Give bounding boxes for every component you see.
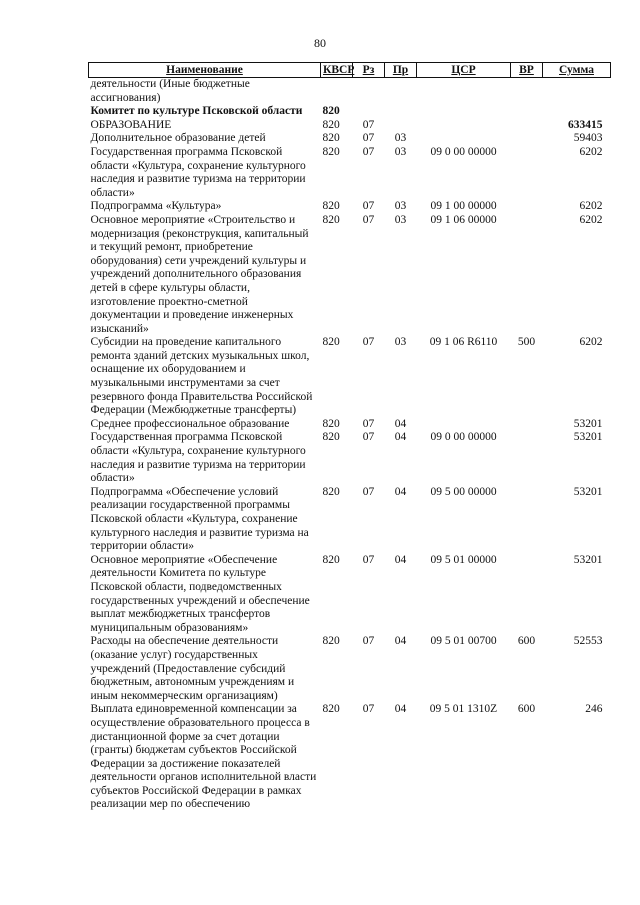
cell-vr [511,554,543,636]
table-row [89,486,611,554]
cell-sum: 6202 [579,336,603,349]
cell-vr [511,431,543,485]
cell-kvsr: 820 [322,200,340,213]
cell-name: Субсидии на проведение капитального ремонта зданий детских музыкальных школ, оснащение их оборудованием и музыкальными инструментами за счет резервного фонда Правительства Российской Федерации (Межбюджетные трансферты) [90,336,313,417]
cell-name: Подпрограмма «Культура» [90,200,222,213]
cell-vr [511,105,543,119]
cell-kvsr: 820 [322,635,340,648]
table-row [89,132,611,146]
cell-csr: 09 1 00 00000 [430,200,497,213]
cell-pr [385,78,417,106]
cell-csr [417,78,511,106]
table-row [89,703,611,812]
cell-kvsr: 820 [322,118,340,131]
cell-csr: 09 5 00 00000 [430,485,497,498]
cell-sum: 53201 [573,553,603,566]
budget-table [88,62,611,812]
cell-name: ОБРАЗОВАНИЕ [90,118,172,131]
cell-rz: 07 [362,485,375,498]
header-vr: ВР [511,63,543,78]
cell-name: Расходы на обеспечение деятельности (оказание услуг) государственных учреждений (Предоставление субсидий бюджетным, автономным учреждениям и иным некоммерческим организациям) [90,635,295,702]
cell-kvsr: 820 [322,336,340,349]
cell-kvsr: 820 [322,553,340,566]
table-row [89,78,611,106]
header-rz: Рз [353,63,385,78]
header-csr: ЦСР [417,63,511,78]
cell-vr [511,418,543,432]
cell-vr [511,132,543,146]
cell-csr: 09 1 06 00000 [430,213,497,226]
cell-rz: 07 [362,200,375,213]
cell-rz: 07 [362,431,375,444]
table-row [89,119,611,133]
cell-sum: 6202 [579,145,603,158]
cell-rz [353,78,385,106]
table-header-row [89,63,611,78]
cell-pr: 04 [394,485,407,498]
cell-csr [417,418,511,432]
cell-vr [511,78,543,106]
cell-sum: 53201 [573,417,603,430]
cell-csr: 09 5 01 00000 [430,553,497,566]
cell-name: Государственная программа Псковской области «Культура, сохранение культурного наследия и развитие туризма на территории области» [90,431,306,485]
cell-kvsr: 820 [322,417,340,430]
table-row [89,336,611,418]
cell-pr: 03 [394,145,407,158]
cell-vr [511,146,543,200]
table-row [89,214,611,336]
cell-vr [511,486,543,554]
cell-rz: 07 [362,635,375,648]
cell-sum: 53201 [573,431,603,444]
header-sum: Сумма [543,63,611,78]
cell-rz [353,105,385,119]
cell-name: Выплата единовременной компенсации за осуществление образовательного процесса в дистанционной форме за счет дотации (гранты) бюджетам субъектов Российской Федерации за достижение показателей деятельности органов исполнительной власти субъектов Российской Федерации в рамках реализации мер по обеспечению [90,703,317,811]
cell-pr: 03 [394,200,407,213]
cell-name: Основное мероприятие «Обеспечение деятельности Комитета по культуре Псковской области, подведомственных государственных учреждений и обеспечение выплат межбюджетных трансфертов муниципальным образованиям» [90,553,310,634]
cell-name: Комитет по культуре Псковской области [90,105,303,118]
cell-rz: 07 [362,132,375,145]
table-row [89,105,611,119]
cell-pr [385,119,417,133]
table-row [89,635,611,703]
cell-name: деятельности (Иные бюджетные ассигнования) [90,78,250,104]
cell-vr: 600 [517,635,536,648]
cell-rz: 07 [362,703,375,716]
cell-sum: 6202 [579,213,603,226]
header-kvsr: КВСР [321,63,353,78]
cell-csr: 09 5 01 00700 [430,635,497,648]
table-row [89,431,611,485]
cell-csr [417,105,511,119]
cell-csr: 09 5 01 1310Z [429,703,498,716]
cell-name: Среднее профессиональное образование [90,417,290,430]
cell-sum [543,105,611,119]
cell-name: Государственная программа Псковской области «Культура, сохранение культурного наследия и развитие туризма на территории области» [90,145,306,199]
table-row [89,200,611,214]
cell-pr: 04 [394,431,407,444]
cell-rz: 07 [362,553,375,566]
cell-pr: 03 [394,132,407,145]
cell-kvsr [321,78,353,106]
cell-csr: 09 0 00 00000 [430,145,497,158]
cell-kvsr: 820 [322,145,340,158]
cell-rz: 07 [362,336,375,349]
cell-pr [385,105,417,119]
cell-kvsr: 820 [322,431,340,444]
cell-vr: 600 [517,703,536,716]
cell-kvsr: 820 [322,132,340,145]
cell-sum: 246 [585,703,603,716]
cell-vr [511,200,543,214]
cell-csr [417,132,511,146]
cell-pr: 03 [394,336,407,349]
cell-name: Основное мероприятие «Строительство и модернизация (реконструкция, капитальный и текущий ремонт, приобретение оборудования) сети учреждений культуры и учреждений дополнительного образования детей в сфере культуры области, изготовление проектно-сметной документации и проведение инженерных изысканий» [90,213,309,335]
cell-rz: 07 [362,145,375,158]
cell-vr [511,119,543,133]
cell-csr: 09 0 00 00000 [430,431,497,444]
cell-kvsr: 820 [322,703,340,716]
cell-sum [543,78,611,106]
cell-vr: 500 [517,336,536,349]
table-row [89,418,611,432]
table-row [89,554,611,636]
cell-sum: 52553 [573,635,603,648]
cell-name: Дополнительное образование детей [90,132,266,145]
cell-csr [417,119,511,133]
cell-kvsr: 820 [322,213,340,226]
cell-csr: 09 1 06 R6110 [429,336,498,349]
cell-pr: 04 [394,417,407,430]
cell-pr: 04 [394,553,407,566]
cell-kvsr: 820 [322,485,340,498]
cell-pr: 03 [394,213,407,226]
budget-table-container [88,62,610,812]
table-row [89,146,611,200]
header-pr: Пр [385,63,417,78]
cell-sum: 53201 [573,485,603,498]
page-number: 80 [314,36,326,50]
cell-pr: 04 [394,635,407,648]
cell-name: Подпрограмма «Обеспечение условий реализации государственной программы Псковской области «Культура, сохранение культурного наследия и развитие туризма на территории области» [90,485,309,553]
cell-sum: 633415 [568,118,603,131]
header-name: Наименование [89,63,321,78]
cell-rz: 07 [362,213,375,226]
cell-vr [511,214,543,336]
cell-sum: 6202 [579,200,603,213]
cell-pr: 04 [394,703,407,716]
table-body [89,78,611,813]
cell-kvsr: 820 [322,105,340,118]
cell-sum: 59403 [573,132,603,145]
cell-rz: 07 [362,118,375,131]
cell-rz: 07 [362,417,375,430]
